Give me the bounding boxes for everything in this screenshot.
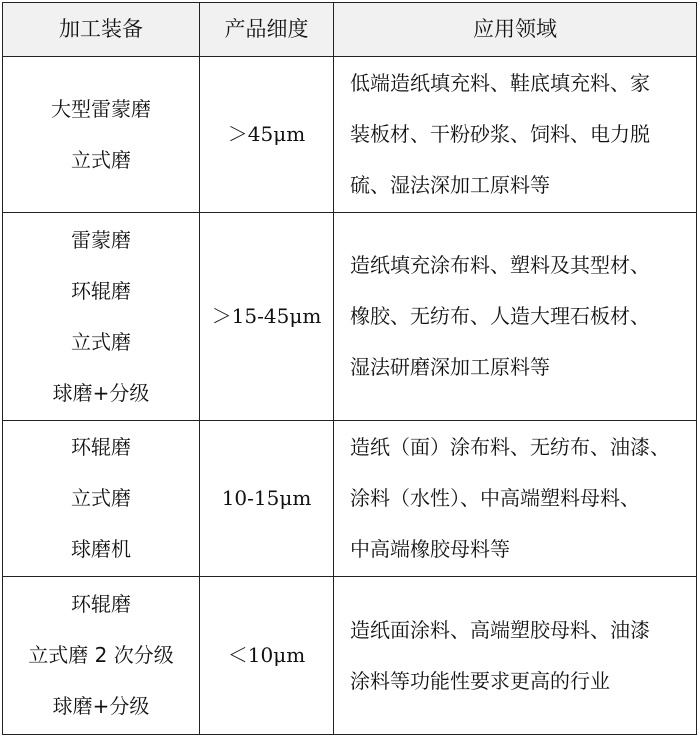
equipment-line: 环辊磨 [71,278,131,303]
application-line: 橡胶、无纺布、人造大理石板材、 [350,304,650,328]
fineness-cell: ＞45μm [200,57,334,213]
fineness-cell: ＜10μm [200,577,334,735]
table-row [3,421,697,577]
equipment-cell [3,421,200,577]
application-line: 湿法研磨深加工原料等 [350,355,550,379]
application-cell [334,213,697,421]
equipment-line: 立式磨 [71,329,131,354]
application-line: 造纸填充涂布料、塑料及其型材、 [350,253,650,277]
table-row [3,577,697,735]
application-line: 硫、湿法深加工原料等 [350,173,550,197]
equipment-cell [3,213,200,421]
equipment-line: 球磨机 [71,537,131,561]
equipment-line: 立式磨 2 次分级 [28,643,174,667]
application-line: 装板材、干粉砂浆、饲料、电力脱 [350,122,650,146]
fineness-cell: ＞15-45μm [200,213,334,421]
application-line: 低端造纸填充料、鞋底填充料、家 [350,71,650,95]
equipment-line: 环辊磨 [71,592,131,616]
header-equipment: 加工装备 [3,3,200,57]
header-fineness: 产品细度 [200,3,334,57]
application-line: 涂料等功能性要求更高的行业 [350,668,610,693]
equipment-cell [3,57,200,213]
equipment-line: 球磨+分级 [52,694,150,718]
table-row [3,57,697,213]
fineness-cell: 10-15μm [200,421,334,577]
equipment-line: 球磨+分级 [52,380,150,405]
application-cell [334,577,697,735]
equipment-cell [3,577,200,735]
equipment-table [2,2,697,735]
equipment-line: 立式磨 [71,486,131,510]
header-application: 应用领域 [334,3,697,57]
equipment-line: 雷蒙磨 [71,227,131,252]
equipment-line: 大型雷蒙磨 [51,96,151,121]
application-line: 造纸（面）涂布料、无纺布、油漆、 [350,435,670,459]
application-cell [334,421,697,577]
application-line: 涂料（水性）、中高端塑料母料、 [350,486,640,510]
table-row [3,213,697,421]
application-line: 中高端橡胶母料等 [350,537,510,561]
application-cell [334,57,697,213]
application-line: 造纸面涂料、高端塑胶母料、油漆 [350,617,650,642]
equipment-line: 环辊磨 [71,435,131,459]
header-row [3,3,697,57]
equipment-line: 立式磨 [71,147,131,172]
